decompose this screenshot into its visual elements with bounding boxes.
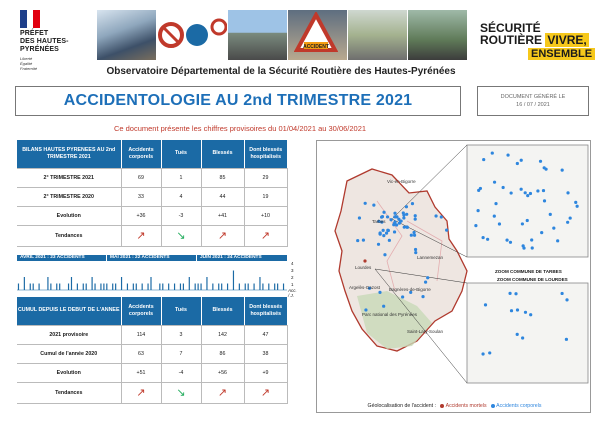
injury-point (358, 216, 361, 219)
legend-fatal: Accidents mortels (445, 403, 487, 409)
daily-bar (24, 277, 25, 290)
injury-point (382, 234, 385, 237)
marianne-flag-icon (20, 10, 40, 28)
injury-point (372, 204, 375, 207)
cell: 7 (161, 344, 201, 363)
injury-point (393, 220, 396, 223)
daily-bar (259, 277, 260, 290)
cell: 44 (201, 187, 244, 206)
injury-point (561, 292, 564, 295)
trend-up-icon: ↗ (201, 225, 244, 246)
injury-point (543, 199, 546, 202)
place-label: Vic-en-Bigorre (387, 179, 416, 184)
daily-bar (200, 284, 201, 291)
accident-sign-photo (288, 10, 347, 60)
cumulative-table-header-0: CUMUL DEPUIS LE DEBUT DE L'ANNEE (17, 297, 121, 325)
daily-bar (115, 284, 116, 291)
injury-point (393, 230, 396, 233)
injury-point (566, 191, 569, 194)
injury-point (414, 218, 417, 221)
trend-label: Tendances (17, 382, 121, 403)
injury-point (421, 295, 424, 298)
daily-bar (100, 284, 101, 291)
daily-bar (183, 284, 184, 291)
doc-generated-label: DOCUMENT GÉNÉRÉ LE (500, 94, 566, 100)
cell: +56 (201, 363, 244, 382)
doc-generated-date: 16 / 07 / 2021 (516, 102, 550, 108)
daily-bar (47, 277, 48, 290)
injury-point (520, 188, 523, 191)
cell: 47 (244, 325, 287, 344)
injury-point (413, 234, 416, 237)
prefect-line-3: PYRÉNÉES (20, 46, 59, 53)
quarter-table-header-0: BILANS HAUTES PYRENEES AU 2nd TRIMESTRE 2021 (17, 140, 121, 168)
brand-vivre: VIVRE, (547, 33, 587, 47)
daily-bar (147, 284, 148, 291)
page-title: ACCIDENTOLOGIE AU 2nd TRIMESTRE 2021 (63, 92, 413, 109)
daily-bar (189, 277, 190, 290)
injury-point (498, 222, 501, 225)
injury-point (510, 309, 513, 312)
injury-point (385, 232, 388, 235)
injury-point (405, 225, 408, 228)
injury-point (565, 298, 568, 301)
injury-point (405, 213, 408, 216)
injury-dot-icon (491, 404, 495, 408)
daily-bar (83, 284, 84, 291)
axis-tick: 3 (291, 268, 294, 273)
axis-unit: Acc. / J. (288, 288, 297, 298)
injury-point (434, 214, 437, 217)
injury-point (482, 236, 485, 239)
injury-point (524, 191, 527, 194)
brand-line-1: SÉCURITÉ (480, 21, 541, 35)
injury-point (569, 216, 572, 219)
daily-bar (18, 284, 19, 291)
injury-point (529, 192, 532, 195)
daily-bar (33, 284, 34, 291)
injury-point (552, 227, 555, 230)
injury-point (477, 189, 480, 192)
brand-line-2 (480, 34, 589, 46)
cell: 2° TRIMESTRE 2020 (17, 187, 121, 206)
injury-point (445, 228, 448, 231)
cell: -4 (161, 363, 201, 382)
injury-point (356, 239, 359, 242)
period-subtitle: Ce document présente les chiffres provisoires du 01/04/2021 au 30/06/2021 (113, 124, 367, 133)
cell: -3 (161, 206, 201, 225)
place-label: Lannemezan (417, 255, 444, 260)
cell: 29 (244, 168, 287, 187)
injury-point (502, 186, 505, 189)
trend-down-icon: ↘ (161, 225, 201, 246)
daily-bar (86, 284, 87, 291)
cell: +9 (244, 363, 287, 382)
injury-point (521, 222, 524, 225)
table-row (17, 225, 287, 246)
injury-point (526, 194, 529, 197)
table-row (17, 187, 287, 206)
cell: Evolution (17, 363, 121, 382)
injury-point (402, 216, 405, 219)
daily-bar (268, 284, 269, 291)
injury-point (576, 205, 579, 208)
quarter-table-header-1: Accidents corporels (121, 140, 161, 168)
injury-point (508, 292, 511, 295)
injury-point (505, 239, 508, 242)
cell: 142 (201, 325, 244, 344)
injury-point (482, 158, 485, 161)
daily-bar (50, 284, 51, 291)
cell: 86 (201, 344, 244, 363)
injury-point (516, 308, 519, 311)
injury-point (539, 160, 542, 163)
injury-point (386, 215, 389, 218)
motto-3: Fraternité (20, 66, 38, 71)
place-label: Lourdes (355, 265, 372, 270)
cell: Evolution (17, 206, 121, 225)
injury-point (531, 246, 534, 249)
injury-point (529, 313, 532, 316)
injury-point (412, 231, 415, 234)
motto-2: Égalité (20, 61, 33, 66)
injury-point (509, 241, 512, 244)
table-row (17, 206, 287, 225)
injury-point (402, 213, 405, 216)
cell: Cumul de l'année 2020 (17, 344, 121, 363)
tarbes-inset-label: ZOOM COMMUNE DE TARBES (495, 269, 562, 274)
injury-point (506, 153, 509, 156)
injury-point (484, 303, 487, 306)
cell: +10 (244, 206, 287, 225)
place-label: Bagnères-de-Bigorre (389, 287, 431, 292)
injury-point (544, 168, 547, 171)
mountain-photo (97, 10, 156, 60)
observatory-title: Observatoire Départemental de la Sécurité Routière des Hautes-Pyrénées (106, 66, 456, 77)
axis-tick: 1 (291, 282, 294, 287)
injury-point (382, 211, 385, 214)
daily-bar (77, 284, 78, 291)
tarbes-inset (467, 145, 588, 257)
prefect-line-1: PRÉFET (20, 30, 49, 37)
daily-bar (180, 284, 181, 291)
road-signs-photo (157, 10, 227, 60)
month-label-april: AVRIL 2021 : 23 ACCIDENTS (17, 255, 106, 261)
injury-point (536, 189, 539, 192)
cell: 33 (121, 187, 161, 206)
daily-bar (168, 284, 169, 291)
cell: 63 (121, 344, 161, 363)
cell: +51 (121, 363, 161, 382)
daily-bar (127, 284, 128, 291)
daily-bar (283, 284, 284, 291)
daily-bar (218, 284, 219, 291)
injury-point (401, 295, 404, 298)
injury-point (405, 205, 408, 208)
daily-bar (248, 284, 249, 291)
daily-bar (245, 284, 246, 291)
daily-bar (103, 284, 104, 291)
cell: 38 (244, 344, 287, 363)
daily-bar (38, 284, 39, 291)
injury-point (414, 248, 417, 251)
injury-point (516, 162, 519, 165)
daily-bar (239, 284, 240, 291)
daily-bar (212, 284, 213, 291)
map-legend (317, 403, 592, 409)
header-photo-strip (97, 10, 467, 60)
cumulative-table-header-3: Blessés (201, 297, 244, 325)
daily-bar (112, 284, 113, 291)
injury-point (386, 229, 389, 232)
axis-tick: 4 (291, 261, 294, 266)
injury-point (493, 215, 496, 218)
injury-point (566, 221, 569, 224)
place-label: Parc national des Pyrénées (362, 312, 418, 317)
daily-bar (92, 277, 93, 290)
injury-point (516, 333, 519, 336)
injury-point (510, 191, 513, 194)
trend-down-icon: ↘ (161, 382, 201, 403)
trend-up-icon: ↗ (244, 382, 287, 403)
prefect-line-2: DES HAUTES- (20, 38, 69, 45)
daily-bar (59, 284, 60, 291)
injury-point (393, 212, 396, 215)
daily-bar (262, 284, 263, 291)
place-label: Argelès-Gazost (349, 285, 381, 290)
injury-point (410, 234, 413, 237)
injury-point (378, 232, 381, 235)
cell: 85 (201, 168, 244, 187)
lourdes-inset-label: ZOOM COMMUNE DE LOURDES (497, 277, 568, 282)
axis-tick: 2 (291, 275, 294, 280)
cell: 4 (161, 187, 201, 206)
legend-prefix: Géolocalisation de l'accident : (367, 403, 436, 409)
cell: 69 (121, 168, 161, 187)
injury-point (382, 305, 385, 308)
daily-bar (253, 284, 254, 291)
cumulative-table (17, 297, 288, 404)
injury-point (388, 239, 391, 242)
daily-bar (106, 284, 107, 291)
place-label: Tarbes (372, 219, 386, 224)
quarter-table (17, 140, 288, 247)
injury-point (540, 231, 543, 234)
trend-up-icon: ↗ (244, 225, 287, 246)
daily-bars (17, 262, 287, 292)
injury-point (394, 215, 397, 218)
cell: 19 (244, 187, 287, 206)
injury-point (426, 276, 429, 279)
injury-point (414, 251, 417, 254)
injury-point (382, 229, 385, 232)
trend-up-icon: ↗ (201, 382, 244, 403)
injury-point (561, 169, 564, 172)
injury-point (486, 238, 489, 241)
injury-point (565, 338, 568, 341)
cumulative-table-header-4: Dont blessés hospitalisés (244, 297, 287, 325)
daily-bar (30, 284, 31, 291)
fatal-point (363, 259, 366, 262)
table-row (17, 382, 287, 403)
injury-point (488, 351, 491, 354)
table-row (17, 363, 287, 382)
injury-point (530, 238, 533, 241)
prefecture-logo (14, 10, 84, 78)
injury-point (494, 202, 497, 205)
sign-text: ACCIDENT (303, 44, 329, 50)
table-row (17, 325, 287, 344)
cell: 2021 provisoire (17, 325, 121, 344)
place-label: Saint-Lary-Soulan (407, 329, 444, 334)
daily-bar (136, 284, 137, 291)
cumulative-table-header-2: Tués (161, 297, 201, 325)
daily-bar (195, 284, 196, 291)
daily-bar (174, 284, 175, 291)
injury-point (521, 336, 524, 339)
injury-point (524, 311, 527, 314)
lourdes-inset (467, 283, 588, 383)
daily-bar (159, 284, 160, 291)
daily-bar (68, 284, 69, 291)
injury-point (474, 224, 477, 227)
quarter-table-header-4: Dont blessés hospitalisés (244, 140, 287, 168)
doc-generated-box (477, 86, 589, 116)
injury-point (362, 239, 365, 242)
injury-point (424, 280, 427, 283)
cell: +41 (201, 206, 244, 225)
injury-point (549, 213, 552, 216)
cell: 114 (121, 325, 161, 344)
legend-injury: Accidents corporels (496, 403, 542, 409)
highway-photo (228, 10, 287, 60)
daily-bar (277, 284, 278, 291)
cyclist-photo (408, 10, 467, 60)
injury-point (556, 239, 559, 242)
injury-point (440, 215, 443, 218)
injury-point (522, 246, 525, 249)
trend-up-icon: ↗ (121, 382, 161, 403)
daily-bar (150, 277, 151, 290)
quarter-table-header-3: Blessés (201, 140, 244, 168)
brand-routiere: ROUTIÈRE (480, 33, 543, 47)
injury-point (389, 218, 392, 221)
injury-point (377, 243, 380, 246)
injury-point (514, 292, 517, 295)
daily-bar (274, 284, 275, 291)
daily-bar (121, 277, 122, 290)
motto-1: Liberté (20, 56, 33, 61)
injury-point (411, 202, 414, 205)
title-box (15, 86, 461, 116)
injury-point (400, 219, 403, 222)
injury-point (381, 215, 384, 218)
cell: 1 (161, 168, 201, 187)
table-row (17, 168, 287, 187)
injury-point (481, 352, 484, 355)
injury-point (364, 202, 367, 205)
cumulative-table-header-1: Accidents corporels (121, 297, 161, 325)
injury-point (520, 159, 523, 162)
injury-point (542, 189, 545, 192)
injury-point (491, 151, 494, 154)
injury-point (574, 201, 577, 204)
daily-bar (71, 277, 72, 290)
injury-point (414, 214, 417, 217)
fatal-dot-icon (440, 404, 444, 408)
daily-bar (56, 284, 57, 291)
daily-bar (233, 271, 234, 291)
injury-point (378, 291, 381, 294)
daily-bar (221, 284, 222, 291)
injury-point (493, 181, 496, 184)
brand-line-3: ENSEMBLE (528, 48, 595, 60)
securite-routiere-logo (480, 21, 593, 62)
daily-bar (142, 284, 143, 291)
accident-map (316, 140, 591, 413)
table-row (17, 344, 287, 363)
daily-accidents-chart (17, 255, 297, 298)
month-label-june: JUIN 2021 : 24 ACCIDENTS (197, 255, 287, 261)
trend-up-icon: ↗ (121, 225, 161, 246)
daily-bar (206, 277, 207, 290)
month-label-may: MAI 2021 : 22 ACCIDENTS (107, 255, 196, 261)
daily-bar (162, 284, 163, 291)
daily-bar (133, 284, 134, 291)
trend-label: Tendances (17, 225, 121, 246)
cell: 3 (161, 325, 201, 344)
daily-bar (227, 284, 228, 291)
quarter-table-header-2: Tués (161, 140, 201, 168)
cell: +36 (121, 206, 161, 225)
daily-bar (198, 284, 199, 291)
daily-bar (94, 284, 95, 291)
injury-point (526, 219, 529, 222)
cell: 2° TRIMESTRE 2021 (17, 168, 121, 187)
injury-point (476, 209, 479, 212)
bus-street-photo (348, 10, 407, 60)
injury-point (383, 253, 386, 256)
